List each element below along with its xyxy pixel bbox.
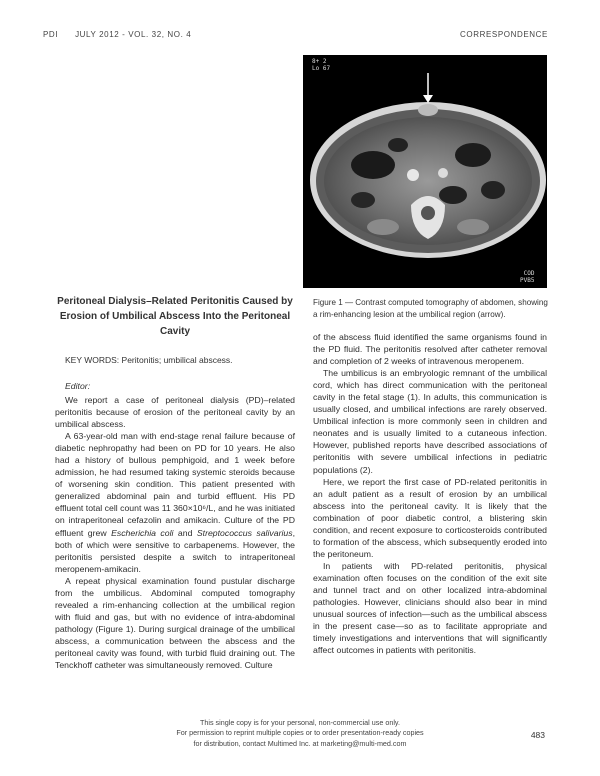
paragraph: A repeat physical examination found pustular discharge from the umbilicus. Abdominal computed tomography revealed a rim-enhancing collection at the umbilical region with fluid and gas, but with no evidence of intra-abdominal pathology (Figure 1). During surgical drainage of the umbilical abscess, a communication between the abscess and the peritoneal cavity was found, with turbid fluid draining out. The Tenckhoff catheter was simultaneously removed. Culture (55, 575, 295, 671)
copyright-footer (0, 718, 600, 749)
figure-overlay-top: 8+ 2 Lo 67 (312, 58, 331, 72)
paragraph: We report a case of peritoneal dialysis (PD)–related peritonitis because of erosion of the peritoneal cavity by an umbilical abscess. (55, 395, 295, 430)
paragraph: In patients with PD-related peritonitis, physical examination often focuses on the condition of the exit site and tunnel tract and on other localized intra-abdominal pathologies. However, clinicians should also bear in mind unusual sources of infection—such as the umbilical abscess in the present case—so as to facilitate appropriate and timely investigations and interventions that will significantly affect outcomes in patients with peritonitis. (313, 560, 547, 656)
right-column (313, 331, 547, 656)
section-header: CORRESPONDENCE (460, 30, 548, 39)
paragraph: of the abscess fluid identified the same organisms found in the PD fluid. The peritonitis resolved after catheter removal and completion of 2 weeks of intravenous meropenem. (313, 332, 547, 367)
paragraph: Here, we report the first case of PD-related peritonitis in an adult patient as a result of erosion by an umbilical abscess into the peritoneal cavity. It is likely that the combination of poor diabetic control, a blistering skin condition, and recent exposure to corticosteroids contributed to formation of the abscess, which subsequently eroded into the peritoneum. (313, 476, 547, 559)
ct-scan-image (303, 55, 547, 288)
page-number: 483 (530, 730, 545, 740)
figure-caption: Figure 1 — Contrast computed tomography of abdomen, showing a rim-enhancing lesion at the umbilical region (arrow). (313, 298, 548, 320)
paragraph (55, 430, 295, 575)
article-title: Peritoneal Dialysis–Related Peritonitis Caused by Erosion of Umbilical Abscess Into the Peritoneal Cavity (57, 296, 293, 337)
organism-name: Streptococcus salivarius (196, 527, 293, 538)
figure-overlay-bottom: COD PVB5 (520, 270, 535, 284)
organism-name: Escherichia coli (111, 527, 174, 538)
journal-header: PDI JULY 2012 - VOL. 32, NO. 4 (43, 30, 192, 39)
footer-line: for distribution, contact Multimed Inc. at marketing@multi-med.com (193, 738, 407, 748)
ct-scan-figure (303, 55, 547, 288)
left-column (55, 394, 295, 671)
paragraph: The umbilicus is an embryologic remnant of the umbilical cord, which has direct communication with the peritoneal cavity in the fetal stage (1). In adults, this communication is usually closed, and umbilical infections are rarely observed. Umbilical infection is more commonly seen in children and neonates and is usually limited to a cutaneous infection. However, published reports have described associations of peritonitis with severe umbilical infections in pediatric populations (2). (313, 368, 547, 475)
paragraph-text: , both of which were sensitive to carbapenems. However, the peritonitis persisted despite a switch to intraperitoneal meropenem-amikacin. (55, 527, 295, 574)
paragraph-text: and (173, 527, 197, 538)
footer-line: This single copy is for your personal, non-commercial use only. (199, 718, 400, 727)
salutation: Editor: (65, 381, 91, 391)
paragraph-text: A 63-year-old man with end-stage renal failure because of diabetic nephropathy had been on PD for 10 years. He also had a history of bullous pemphigoid, and 1 week before admission, he had resumed taking systemic steroids because of worsening skin condition. This patient presented with generalized abdominal pain and turbid effluent. His PD effluent total cell count was 11 360×10⁶/L, and he was initiated on intraperitoneal cefazolin and amikacin. Culture of the PD effluent grew (55, 431, 295, 538)
keywords: KEY WORDS: Peritonitis; umbilical abscess. (65, 355, 233, 365)
footer-line: For permission to reprint multiple copies or to order presentation-ready copies (176, 728, 424, 738)
